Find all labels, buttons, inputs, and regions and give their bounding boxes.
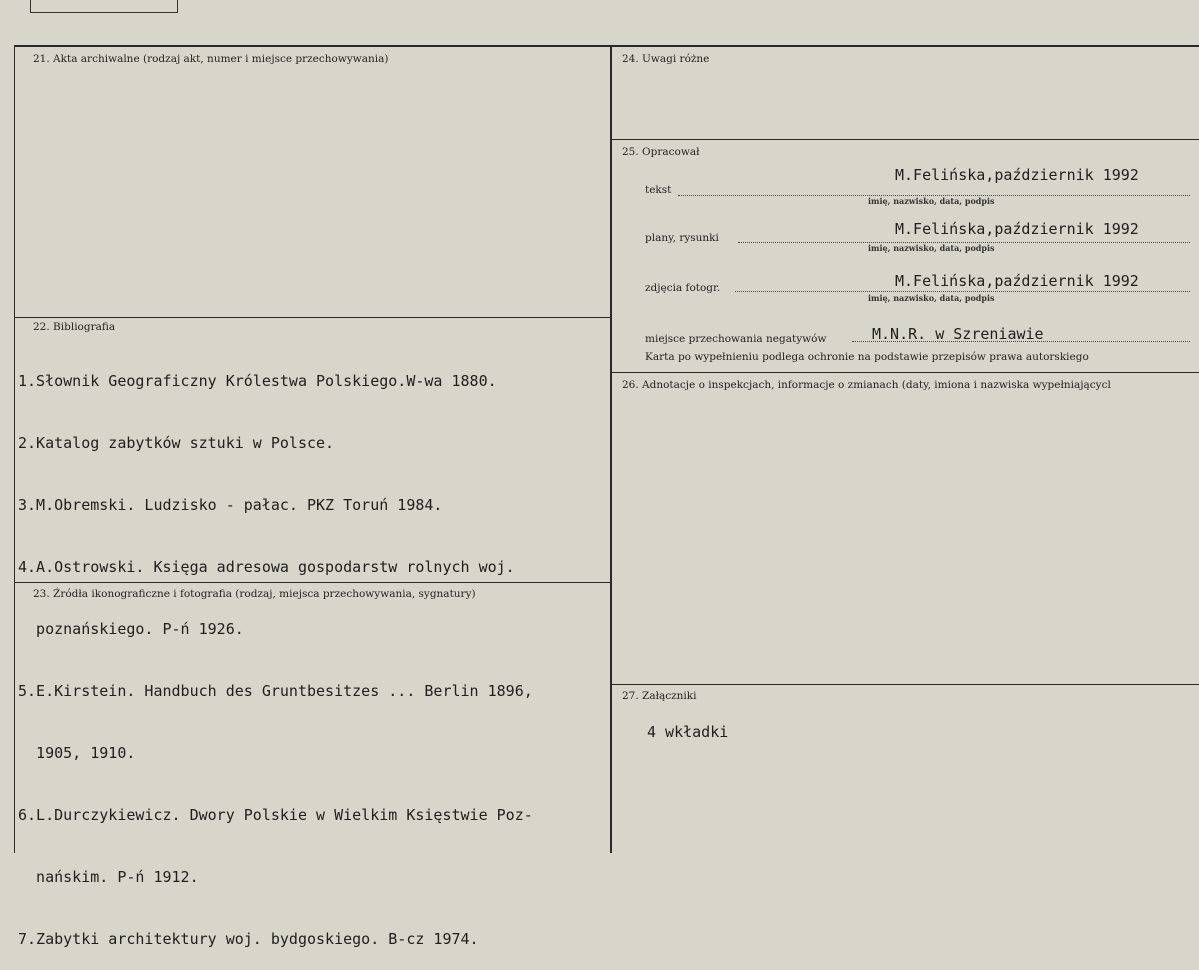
bibliography-entry: 6.L.Durczykiewicz. Dwory Polskie w Wielkim Księstwie Poz- bbox=[18, 806, 533, 824]
section-27-title: 27. Załączniki bbox=[622, 690, 697, 702]
left-border-line bbox=[14, 45, 15, 853]
section-24-title: 24. Uwagi różne bbox=[622, 53, 710, 65]
divider-25-26 bbox=[611, 372, 1199, 373]
bibliography-entry: 2.Katalog zabytków sztuki w Polsce. bbox=[18, 434, 335, 452]
divider-21-22 bbox=[14, 317, 611, 318]
negatives-label: miejsce przechowania negatywów bbox=[645, 333, 827, 345]
bibliography-entry: 1.Słownik Geograficzny Królestwa Polskiego.W-wa 1880. bbox=[18, 372, 497, 390]
top-left-tab-edge bbox=[30, 0, 178, 13]
drawings-author-label: plany, rysunki bbox=[645, 232, 719, 244]
drawings-author-value: M.Felińska,październik 1992 bbox=[895, 220, 1139, 238]
top-border-line bbox=[14, 45, 1199, 47]
photos-author-caption: imię, nazwisko, data, podpis bbox=[868, 293, 995, 303]
bibliography-entry: nańskim. P-ń 1912. bbox=[18, 868, 199, 886]
text-author-label: tekst bbox=[645, 184, 672, 196]
section-21-title: 21. Akta archiwalne (rodzaj akt, numer i miejsce przechowywania) bbox=[33, 53, 389, 65]
bibliography-entry: 1905, 1910. bbox=[18, 744, 136, 762]
photos-author-label: zdjęcia fotogr. bbox=[645, 282, 721, 294]
drawings-author-caption: imię, nazwisko, data, podpis bbox=[868, 243, 995, 253]
text-author-caption: imię, nazwisko, data, podpis bbox=[868, 196, 995, 206]
center-divider-line bbox=[610, 45, 612, 853]
section-23-title: 23. Źródła ikonograficzne i fotografia (rodzaj, miejsca przechowywania, sygnatury) bbox=[33, 588, 476, 600]
bibliography-entry: 7.Zabytki architektury woj. bydgoskiego. B-cz 1974. bbox=[18, 930, 479, 948]
section-26-title: 26. Adnotacje o inspekcjach, informacje o zmianach (daty, imiona i nazwiska wypełniającycl bbox=[622, 379, 1111, 391]
negatives-value: M.N.R. w Szreniawie bbox=[872, 325, 1044, 343]
divider-26-27 bbox=[611, 684, 1199, 685]
text-author-value: M.Felińska,październik 1992 bbox=[895, 166, 1139, 184]
attachments-value: 4 wkładki bbox=[647, 723, 729, 741]
bibliography-entry: 5.E.Kirstein. Handbuch des Gruntbesitzes ... Berlin 1896, bbox=[18, 682, 533, 700]
bibliography-list bbox=[18, 332, 533, 970]
bibliography-entry: poznańskiego. P-ń 1926. bbox=[18, 620, 244, 638]
photos-author-line bbox=[735, 291, 1190, 292]
copyright-note: Karta po wypełnieniu podlega ochronie na podstawie przepisów prawa autorskiego bbox=[645, 351, 1089, 363]
bibliography-entry: 4.A.Ostrowski. Księga adresowa gospodarstw rolnych woj. bbox=[18, 558, 515, 576]
bibliography-entry: 3.M.Obremski. Ludzisko - pałac. PKZ Toruń 1984. bbox=[18, 496, 443, 514]
section-22-title: 22. Bibliografia bbox=[33, 321, 116, 333]
divider-24-25 bbox=[611, 139, 1199, 140]
section-25-title: 25. Opracował bbox=[622, 146, 700, 158]
photos-author-value: M.Felińska,październik 1992 bbox=[895, 272, 1139, 290]
